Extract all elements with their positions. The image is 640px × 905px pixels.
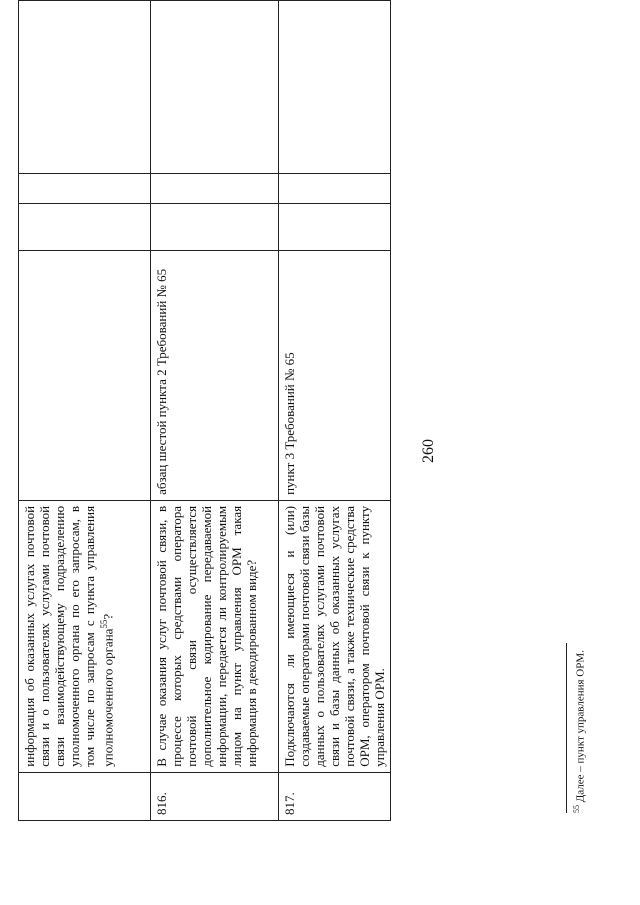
reference-cell: абзац шестой пункта 2 Требований № 65 (151, 250, 279, 500)
reference-cell (19, 250, 151, 500)
footnote (572, 650, 587, 813)
table-row (279, 1, 391, 821)
empty-cell (151, 203, 279, 250)
question-tail: ? (100, 613, 116, 620)
empty-cell (151, 173, 279, 203)
table-row (151, 1, 279, 821)
empty-cell (151, 1, 279, 174)
empty-cell (279, 1, 391, 174)
footnote-separator (566, 643, 567, 813)
empty-cell (279, 173, 391, 203)
footnote-text: Далее – пункт управления ОРМ. (574, 650, 587, 803)
row-number (19, 772, 151, 820)
table-row (19, 1, 151, 821)
question-text: информация об оказанных услугах почтовой связи и о пользователях услугами почтовой связи взаимодействующему подразделению уполномоченного органа по его запросам, в том числе по запросам с пункта управления уполномоченного органа (22, 505, 116, 767)
footnote-ref: 55 (99, 619, 109, 629)
footnote-marker: 55 (572, 805, 581, 813)
question-cell: Подключаются ли имеющиеся и (или) создаваемые операторами почтовой связи базы данных о пользователях услугами почтовой связи и базы данных об оказанных услугах почтовой связи, а также технические средства ОРМ, оператором почтовой связи к пункту управления ОРМ. (279, 500, 391, 772)
reference-cell: пункт 3 Требований № 65 (279, 250, 391, 500)
row-number: 816. (151, 772, 279, 820)
row-number: 817. (279, 772, 391, 820)
question-cell (19, 500, 151, 772)
empty-cell (19, 1, 151, 174)
question-cell: В случае оказания услуг почтовой связи, в процессе которых средствами оператора почтовой связи осуществляется дополнительное кодирование передаваемой информации, передается ли контролируемым лицом на пункт управления ОРМ такая информация в декодированном виде? (151, 500, 279, 772)
checklist-table (18, 0, 391, 821)
empty-cell (19, 173, 151, 203)
page-number: 260 (420, 439, 437, 463)
empty-cell (19, 203, 151, 250)
empty-cell (279, 203, 391, 250)
